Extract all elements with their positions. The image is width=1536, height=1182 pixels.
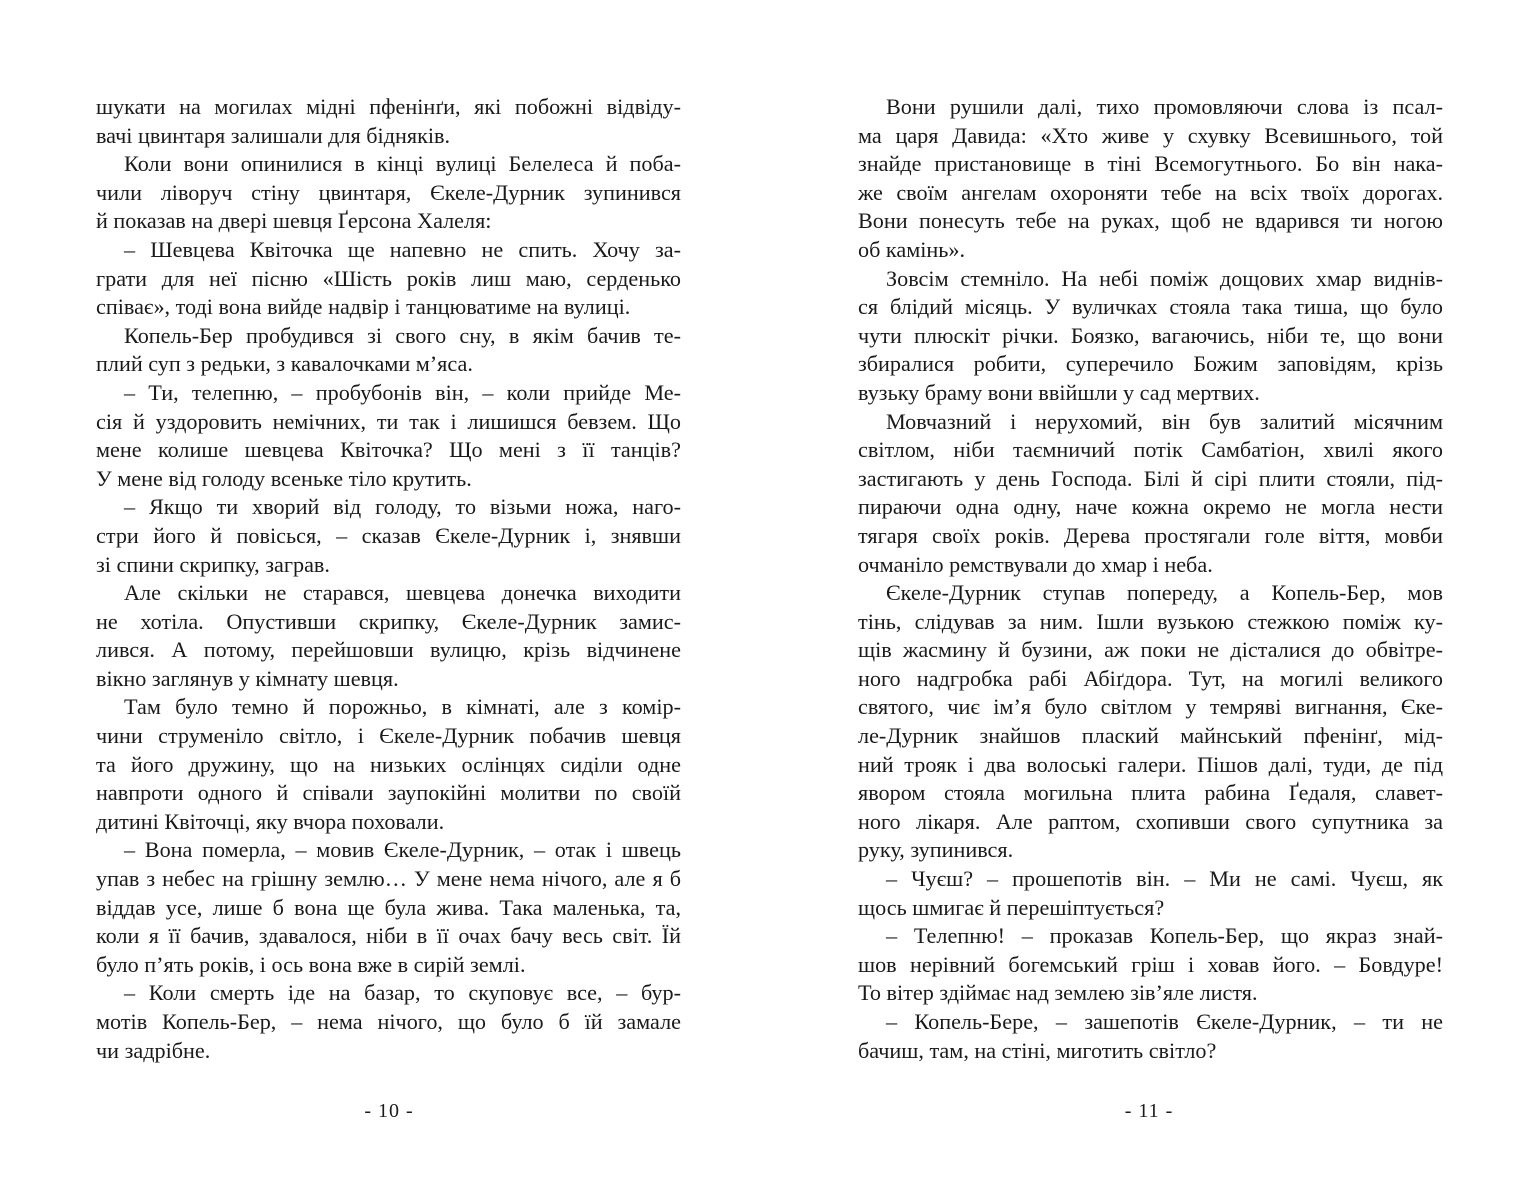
text-line: – Чуєш? – прошепотів він. – Ми не самі. Чуєш, як bbox=[886, 866, 1443, 892]
text-line: вікно заглянув у кімнату шевця. bbox=[96, 665, 399, 691]
text-line: Вони рушили далі, тихо промовляючи слова із псал- bbox=[886, 94, 1443, 119]
text-line: шов нерівний богемський гріш і ховав його. – Бовдуре! bbox=[858, 951, 1443, 977]
page-number-left: - 10 - bbox=[364, 1100, 414, 1122]
text-line: – Телепню! – проказав Копель-Бер, що якраз знай- bbox=[886, 923, 1443, 949]
text-line: же своїм ангелам охороняти тебе на всіх твоїх дорогах. bbox=[858, 179, 1443, 205]
text-line: та його дружину, що на низьких ослінцях сиділи одне bbox=[96, 751, 681, 777]
text-line: чути плюскіт річки. Боязко, вагаючись, ніби те, що вони bbox=[858, 322, 1443, 348]
text-line: дитині Квіточці, яку вчора поховали. bbox=[96, 808, 445, 834]
text-line: щів жасмину й бузини, аж поки не дісталися до обвітре- bbox=[858, 637, 1443, 663]
text-line: мене колише шевцева Квіточка? Що мені з її танців? bbox=[96, 437, 681, 463]
text-line: явором стояла могильна плита рабина Ґедаля, славет- bbox=[858, 780, 1443, 806]
text-line: збиралися робити, суперечило Божим заповідям, крізь bbox=[858, 351, 1443, 377]
text-line: й показав на двері шевця Ґерсона Халеля: bbox=[96, 208, 492, 234]
text-line: тягаря своїх років. Дерева простягали голе віття, мовби bbox=[858, 522, 1443, 548]
text-line: навпроти одного й співали заупокійні молитви по своїй bbox=[96, 780, 681, 806]
text-line: ле-Дурник знайшов плаский майнський пфенінґ, мід- bbox=[858, 723, 1443, 749]
text-line: не хотіла. Опустивши скрипку, Єкеле-Дурник замис- bbox=[96, 608, 681, 634]
text-line: вачі цвинтаря залишали для бідняків. bbox=[96, 122, 451, 148]
text-line: грати для неї пісню «Шість років лиш маю, серденько bbox=[96, 265, 681, 291]
text-line: ний трояк і два волоські галери. Пішов далі, туди, де під bbox=[858, 751, 1443, 777]
text-line: коли я її бачив, здавалося, ніби в її очах бачу весь світ. Їй bbox=[96, 923, 681, 949]
text-line: руку, зупинився. bbox=[858, 837, 1014, 863]
text-line: ного лікаря. Але раптом, схопивши свого супутника за bbox=[858, 808, 1443, 834]
page-number-right: - 11 - bbox=[1124, 1100, 1174, 1122]
text-line: шукати на могилах мідні пфенінґи, які побожні відвіду- bbox=[96, 94, 681, 119]
text-line: чили ліворуч стіну цвинтаря, Єкеле-Дурник зупинився bbox=[96, 179, 681, 205]
text-line: упав з небес на грішну землю… У мене нема нічого, але я б bbox=[96, 866, 681, 892]
text-line: святого, чиє ім’я було світлом у темряві вигнання, Єке- bbox=[858, 694, 1443, 720]
text-line: об камінь». bbox=[858, 236, 966, 262]
text-line: Мовчазний і нерухомий, він був залитий місячним bbox=[886, 408, 1443, 434]
text-line: ма царя Давида: «Хто живе у схувку Всевишнього, той bbox=[858, 122, 1443, 148]
text-line: ного надгробка рабі Абіґдора. Тут, на могилі великого bbox=[858, 665, 1443, 691]
text-line: – Ти, телепню, – пробубонів він, – коли прийде Ме- bbox=[124, 379, 681, 405]
text-line: сія й уздоровить немічних, ти так і лишишся бевзем. Що bbox=[96, 408, 681, 434]
text-line: – Шевцева Квіточка ще напевно не спить. Хочу за- bbox=[124, 236, 681, 262]
text-line: Там було темно й порожньо, в кімнаті, але з комір- bbox=[124, 694, 681, 720]
right-page-text bbox=[858, 93, 1443, 1065]
text-line: – Копель-Бере, – зашепотів Єкеле-Дурник, – ти не bbox=[886, 1009, 1443, 1034]
text-line: бачиш, там, на стіні, миготить світло? bbox=[858, 1037, 1217, 1063]
text-line: віддав усе, лише б вона ще була жива. Така маленька, та, bbox=[96, 894, 681, 920]
text-line: щось шмигає й перешіптується? bbox=[858, 894, 1165, 920]
text-line: вузьку браму вони ввійшли у сад мертвих. bbox=[858, 379, 1260, 405]
text-line: – Коли смерть іде на базар, то скуповує все, – бур- bbox=[124, 980, 681, 1006]
text-line: плий суп з редьки, з кавалочками м’яса. bbox=[96, 351, 473, 377]
text-line: тінь, слідував за ним. Ішли вузькою стежкою поміж ку- bbox=[858, 608, 1443, 634]
text-line: Але скільки не старався, шевцева донечка виходити bbox=[124, 580, 681, 606]
text-line: Копель-Бер пробудився зі свого сну, в якім бачив те- bbox=[124, 322, 681, 348]
text-line: лився. А потому, перейшовши вулицю, крізь відчинене bbox=[96, 637, 681, 663]
text-line: застигають у день Господа. Білі й сірі плити стояли, під- bbox=[858, 465, 1443, 491]
text-line: Вони понесуть тебе на руках, щоб не вдарився ти ногою bbox=[858, 208, 1443, 234]
text-line: пираючи одна одну, наче кожна окремо не могла нести bbox=[858, 494, 1443, 520]
text-line: чини струменіло світло, і Єкеле-Дурник побачив шевця bbox=[96, 723, 681, 749]
text-line: У мене від голоду всеньке тіло крутить. bbox=[96, 465, 472, 491]
text-line: ся блідий місяць. У вуличках стояла така тиша, що було bbox=[858, 294, 1443, 320]
text-line: знайде пристановище в тіні Всемогутнього. Бо він нака- bbox=[858, 151, 1443, 177]
text-line: Зовсім стемніло. На небі поміж дощових хмар виднів- bbox=[886, 265, 1443, 291]
text-line: Єкеле-Дурник ступав попереду, а Копель-Бер, мов bbox=[886, 580, 1443, 606]
text-line: То вітер здіймає над землею зів’яле листя. bbox=[858, 980, 1258, 1006]
text-line: – Якщо ти хворий від голоду, то візьми ножа, наго- bbox=[124, 494, 681, 520]
text-line: Коли вони опинилися в кінці вулиці Белелеса й поба- bbox=[124, 151, 681, 177]
text-line: світлом, ніби таємничий потік Самбатіон, хвилі якого bbox=[858, 437, 1443, 463]
text-line: стри його й повісься, – сказав Єкеле-Дурник і, знявши bbox=[96, 522, 681, 548]
text-line: чи задрібне. bbox=[96, 1037, 211, 1063]
text-line: зі спини скрипку, заграв. bbox=[96, 551, 330, 577]
text-line: очманіло ремствували до хмар і неба. bbox=[858, 551, 1213, 577]
text-line: співає», тоді вона вийде надвір і танцюватиме на вулиці. bbox=[96, 294, 631, 320]
text-line: було п’ять років, і ось вона вже в сирій землі. bbox=[96, 951, 526, 977]
text-line: мотів Копель-Бер, – нема нічого, що було б їй замале bbox=[96, 1009, 681, 1034]
left-page-text bbox=[96, 93, 681, 1065]
text-line: – Вона померла, – мовив Єкеле-Дурник, – отак і швець bbox=[124, 837, 681, 863]
